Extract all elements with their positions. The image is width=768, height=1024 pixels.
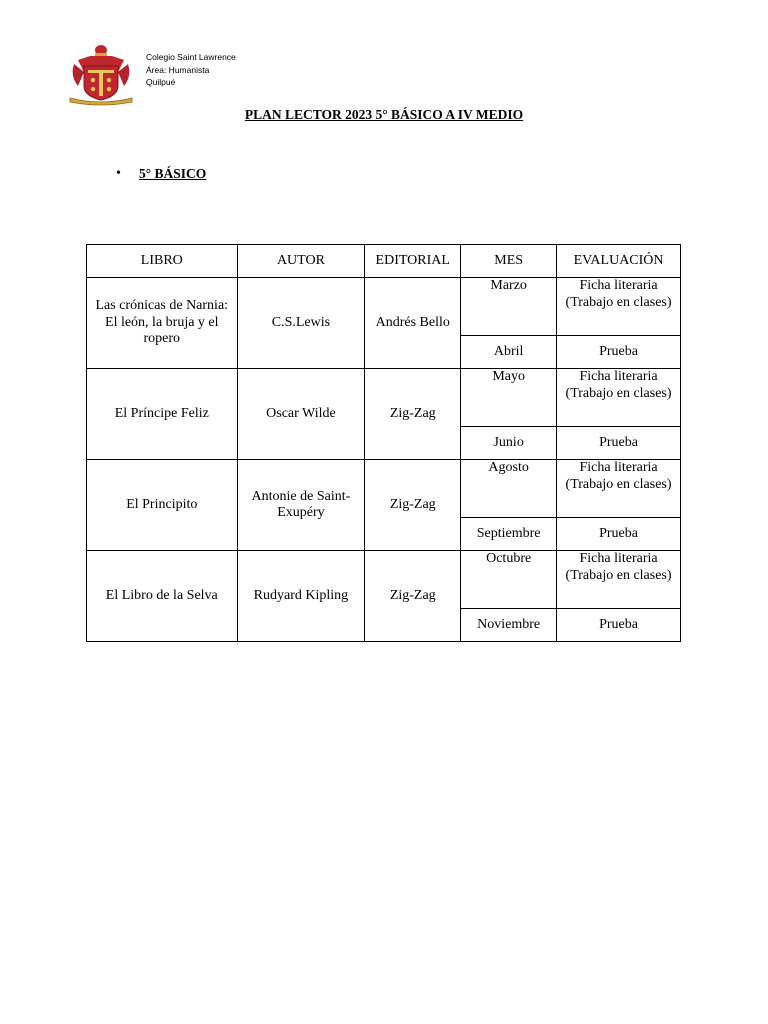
cell-libro: Las crónicas de Narnia: El león, la bruja y el ropero (87, 278, 238, 369)
cell-libro: El Príncipe Feliz (87, 369, 238, 460)
cell-mes: Abril (461, 336, 557, 369)
cell-mes: Octubre (461, 551, 557, 609)
page-title: PLAN LECTOR 2023 5° BÁSICO A IV MEDIO (244, 107, 524, 122)
table-header-row (87, 245, 681, 278)
header-editorial: EDITORIAL (365, 245, 461, 278)
school-city: Quilpué (146, 77, 176, 87)
section-heading: 5° BÁSICO (139, 166, 207, 181)
header-evaluacion: EVALUACIÓN (557, 245, 681, 278)
cell-autor: Oscar Wilde (237, 369, 365, 460)
cell-editorial: Zig-Zag (365, 551, 461, 642)
reading-plan-table (86, 244, 681, 642)
cell-autor: Rudyard Kipling (237, 551, 365, 642)
bullet-glyph: • (116, 166, 121, 181)
table-row (87, 369, 681, 427)
cell-mes: Agosto (461, 460, 557, 518)
cell-libro: El Principito (87, 460, 238, 551)
cell-evaluacion: Ficha literaria (Trabajo en clases) (557, 460, 681, 518)
cell-evaluacion: Ficha literaria (Trabajo en clases) (557, 551, 681, 609)
cell-evaluacion: Ficha literaria (Trabajo en clases) (557, 369, 681, 427)
cell-libro: El Libro de la Selva (87, 551, 238, 642)
school-name: Colegio Saint Lawrence (146, 52, 236, 62)
cell-editorial: Zig-Zag (365, 460, 461, 551)
cell-evaluacion: Prueba (557, 518, 681, 551)
cell-mes: Noviembre (461, 609, 557, 642)
cell-mes: Marzo (461, 278, 557, 336)
cell-evaluacion: Ficha literaria (Trabajo en clases) (557, 278, 681, 336)
school-header (146, 51, 236, 89)
cell-mes: Mayo (461, 369, 557, 427)
cell-autor: Antonie de Saint-Exupéry (237, 460, 365, 551)
cell-editorial: Andrés Bello (365, 278, 461, 369)
table-row (87, 551, 681, 609)
header-autor: AUTOR (237, 245, 365, 278)
cell-mes: Septiembre (461, 518, 557, 551)
cell-evaluacion: Prueba (557, 609, 681, 642)
header-libro: LIBRO (87, 245, 238, 278)
table-row (87, 278, 681, 336)
header-mes: MES (461, 245, 557, 278)
cell-autor: C.S.Lewis (237, 278, 365, 369)
table-row (87, 460, 681, 518)
cell-evaluacion: Prueba (557, 336, 681, 369)
school-area: Área: Humanista (146, 64, 210, 75)
cell-mes: Junio (461, 427, 557, 460)
cell-evaluacion: Prueba (557, 427, 681, 460)
school-crest-logo (68, 42, 134, 106)
cell-editorial: Zig-Zag (365, 369, 461, 460)
